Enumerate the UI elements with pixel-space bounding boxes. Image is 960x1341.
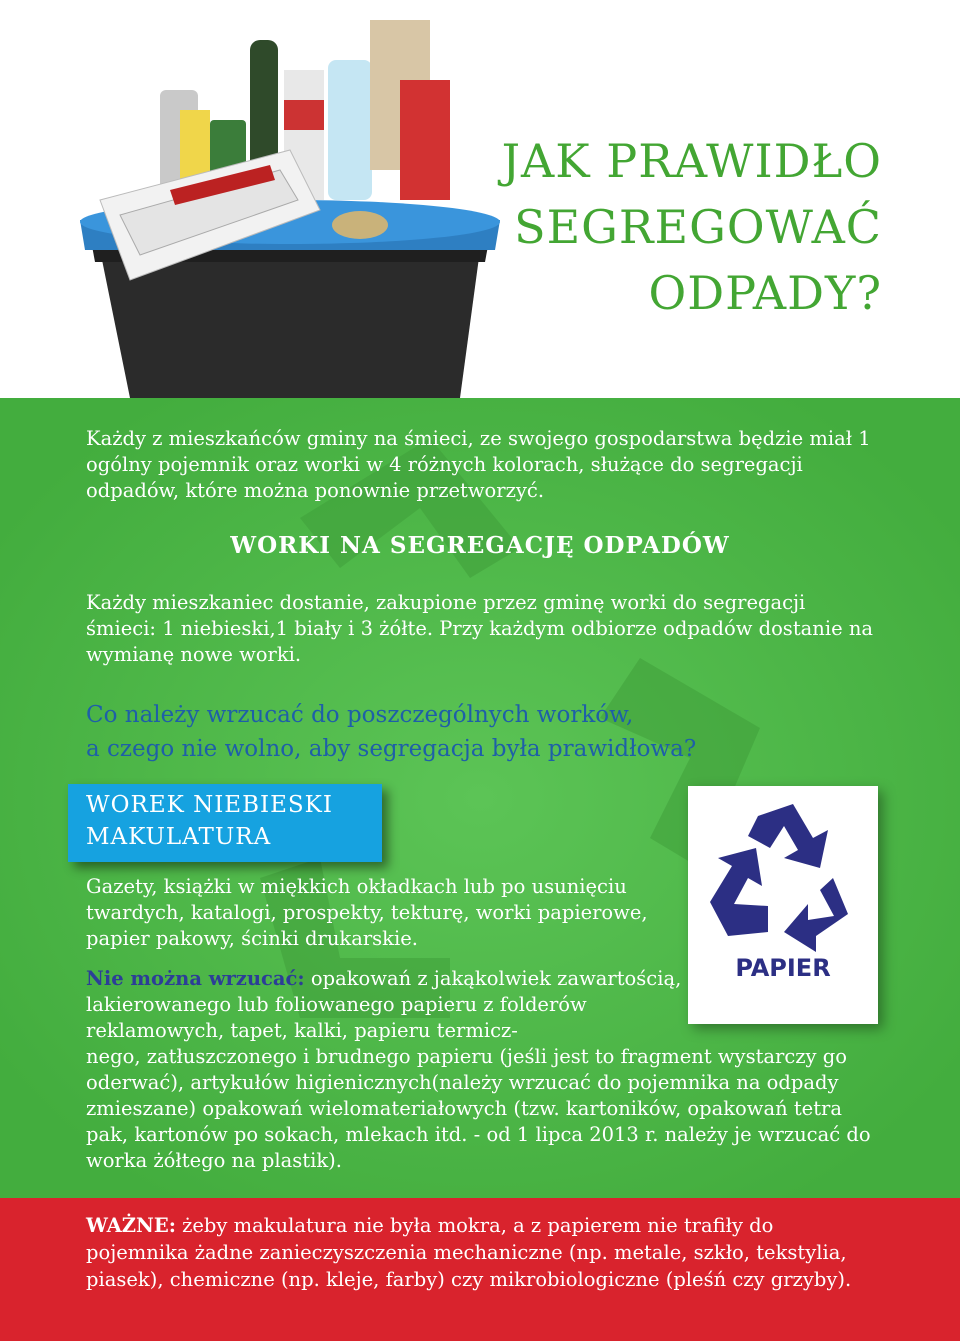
- wazne-text: żeby makulatura nie była mokra, a z papierem nie trafiły do pojemnika żadne zanieczyszczenia mechaniczne (np. metale, szkło, tekstylia, piasek), chemiczne (np. kleje, farby) czy mikrobiologiczne (pleśń czy grzyby).: [86, 1214, 852, 1291]
- green-content-section: [0, 398, 960, 1198]
- worek-niebieski-label: [68, 784, 382, 862]
- wazne-label: WAŻNE:: [86, 1214, 176, 1237]
- papier-label: PAPIER: [735, 954, 831, 982]
- title-line-3: ODPADY?: [648, 266, 882, 320]
- makulatura-description: Gazety, książki w miękkich okładkach lub po usunięciu twardych, katalogi, prospekty, tekturę, worki papierowe, papier pakowy, ścinki drukarskie.: [86, 875, 648, 950]
- question-text: [86, 698, 696, 766]
- nie-mozna-paragraph: [86, 966, 682, 1044]
- warning-paragraph: [86, 1212, 878, 1293]
- question-line-1: Co należy wrzucać do poszczególnych worków,: [86, 702, 634, 728]
- recycling-bin-photo: [70, 0, 510, 398]
- header-section: [0, 0, 960, 398]
- recycle-icon: [688, 786, 878, 956]
- papier-recycle-sign: [688, 786, 878, 1024]
- title-line-2: SEGREGOWAĆ: [514, 200, 882, 254]
- intro-paragraph: Każdy z mieszkańców gminy na śmieci, ze swojego gospodarstwa będzie miał 1 ogólny pojemnik oraz worki w 4 różnych kolorach, służące do segregacji odpadów, które można ponownie przetworzyć.: [86, 427, 871, 502]
- section-heading-worki: WORKI NA SEGREGACJĘ ODPADÓW: [230, 532, 730, 559]
- question-line-2: a czego nie wolno, aby segregacja była prawidłowa?: [86, 736, 697, 762]
- nie-mozna-label: Nie można wrzucać:: [86, 967, 305, 990]
- nie-mozna-text-1: opakowań z jakąkolwiek zawartością, lakierowanego lub foliowanego papieru z folderów reklamowych, tapet, kalki, papieru termicz-: [86, 967, 682, 1042]
- page-title: [502, 128, 882, 326]
- nie-mozna-continuation: nego, zatłuszczonego i brudnego papieru (jeśli jest to fragment wystarczy go oderwać), artykułów higienicznych(należy wrzucać do pojemnika na odpady zmieszane) opakowań wielomateriałowych (tzw. kartoników, opakowań tetra pak, kartonów po sokach, mlekach itd. - od 1 lipca 2013 r. należy je wrzucać do worka żółtego na plastik).: [86, 1045, 871, 1172]
- title-line-1: JAK PRAWIDŁO: [501, 134, 882, 188]
- worki-paragraph: Każdy mieszkaniec dostanie, zakupione przez gminę worki do segregacji śmieci: 1 niebieski,1 biały i 3 żółte. Przy każdym odbiorze odpadów dostanie na wymianę nowe worki.: [86, 591, 873, 666]
- worek-label-line-2: MAKULATURA: [86, 824, 272, 850]
- worek-label-line-1: WOREK NIEBIESKI: [86, 792, 333, 818]
- warning-section: [0, 1198, 960, 1341]
